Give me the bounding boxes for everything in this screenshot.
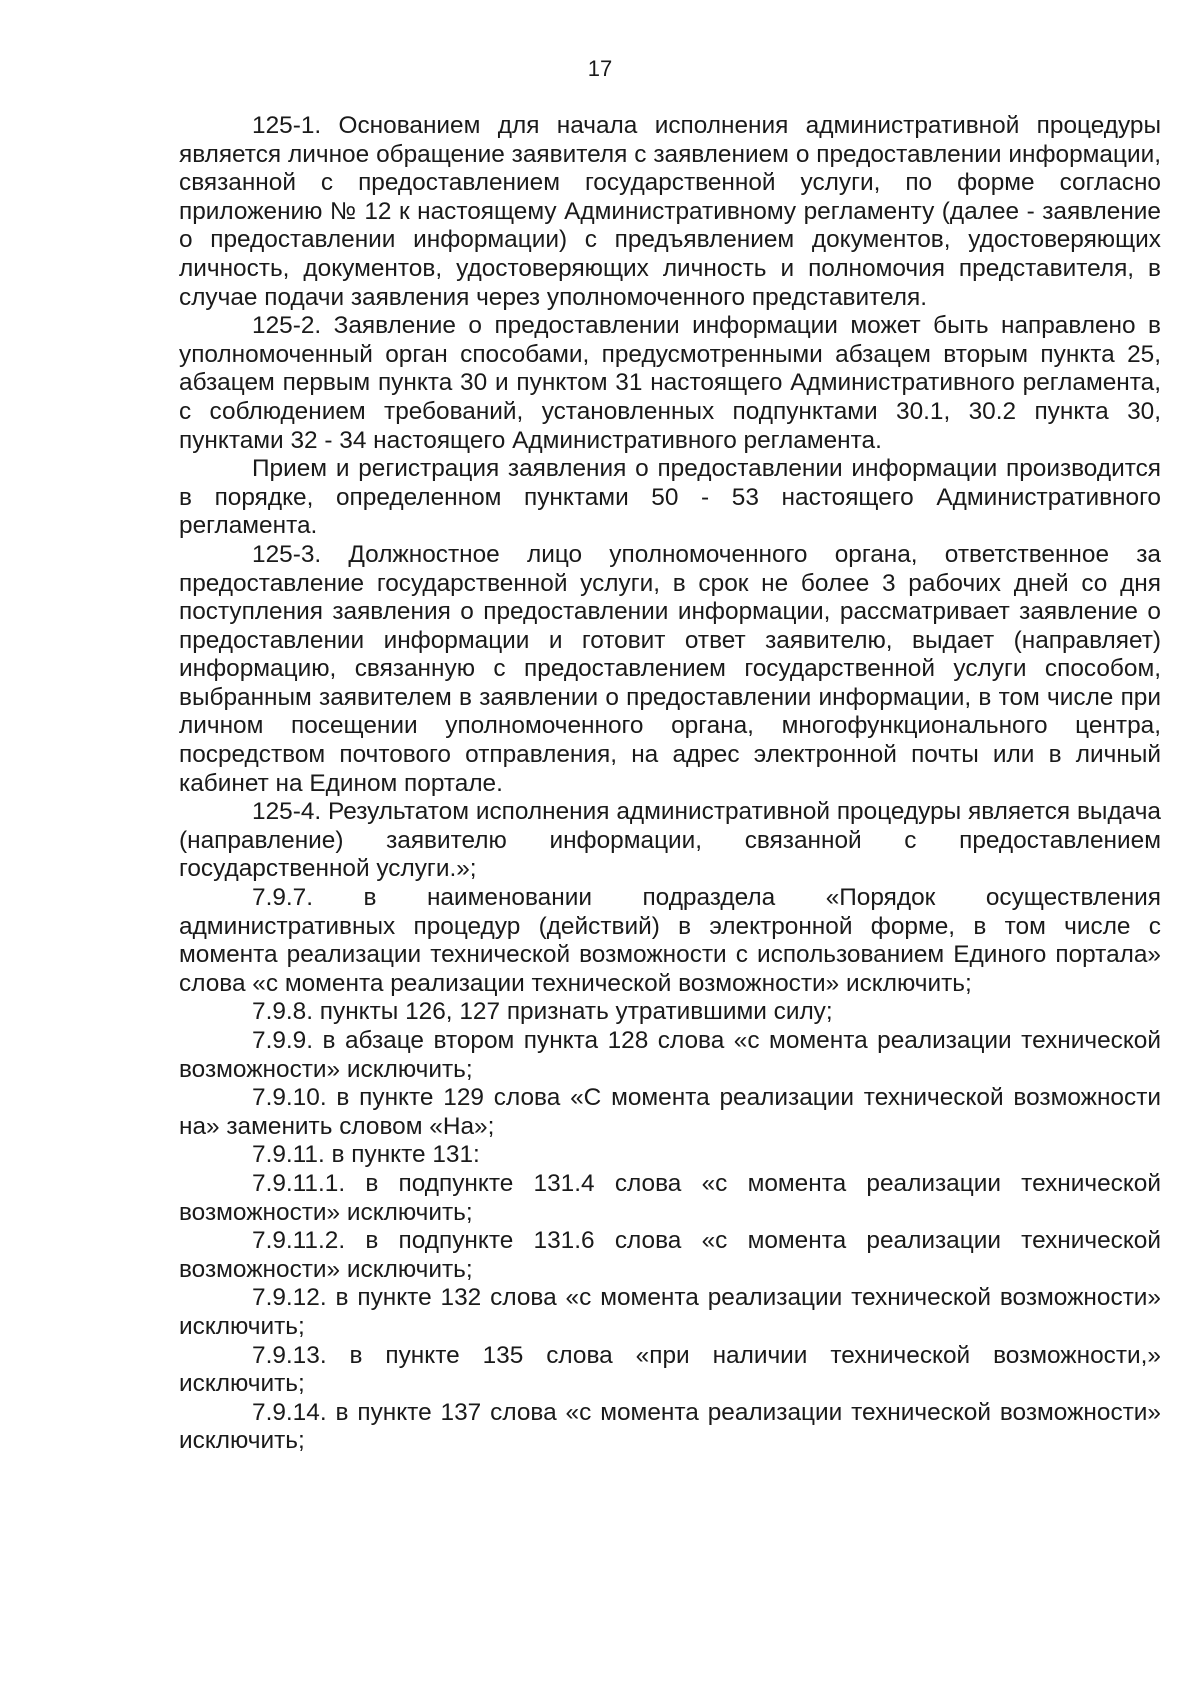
paragraph-7-9-11-2: 7.9.11.2. в подпункте 131.6 слова «с момента реализации технической возможности» исключить; xyxy=(179,1227,1161,1283)
document-body xyxy=(179,112,1161,1456)
paragraph-7-9-9: 7.9.9. в абзаце втором пункта 128 слова «с момента реализации технической возможности» исключить; xyxy=(179,1027,1161,1083)
paragraph-125-3: 125-3. Должностное лицо уполномоченного органа, ответственное за предоставление государственной услуги, в срок не более 3 рабочих дней со дня поступления заявления о предоставлении информации, рассматривает заявление о предоставлении информации и готовит ответ заявителю, выдает (направляет) информацию, связанную с предоставлением государственной услуги способом, выбранным заявителем в заявлении о предоставлении информации, в том числе при личном посещении уполномоченного органа, многофункционального центра, посредством почтового отправления, на адрес электронной почты или в личный кабинет на Едином портале. xyxy=(179,540,1161,797)
paragraph-7-9-8: 7.9.8. пункты 126, 127 признать утратившими силу; xyxy=(252,998,833,1026)
page-number: 17 xyxy=(587,56,613,81)
paragraph-7-9-11: 7.9.11. в пункте 131: xyxy=(252,1141,480,1169)
paragraph-125-1: 125-1. Основанием для начала исполнения административной процедуры является личное обращение заявителя с заявлением о предоставлении информации, связанной с предоставлением государственной услуги, по форме согласно приложению № 12 к настоящему Административному регламенту (далее - заявление о предоставлении информации) с предъявлением документов, удостоверяющих личность, документов, удостоверяющих личность и полномочия представителя, в случае подачи заявления через уполномоченного представителя. xyxy=(179,112,1161,311)
paragraph-7-9-11-1: 7.9.11.1. в подпункте 131.4 слова «с момента реализации технической возможности» исключить; xyxy=(179,1169,1161,1226)
paragraph-7-9-7: 7.9.7. в наименовании подраздела «Порядок осуществления административных процедур (действий) в электронной форме, в том числе с момента реализации технической возможности с использованием Единого портала» слова «с момента реализации технической возможности» исключить; xyxy=(179,884,1161,997)
paragraph-7-9-13: 7.9.13. в пункте 135 слова «при наличии технической возможности,» исключить; xyxy=(179,1341,1161,1398)
paragraph-7-9-14: 7.9.14. в пункте 137 слова «с момента реализации технической возможности» исключить; xyxy=(179,1398,1161,1455)
paragraph-125-2: 125-2. Заявление о предоставлении информации может быть направлено в уполномоченный орган способами, предусмотренными абзацем вторым пункта 25, абзацем первым пункта 30 и пунктом 31 настоящего Административного регламента, с соблюдением требований, установленных подпунктами 30.1, 30.2 пункта 30, пунктами 32 - 34 настоящего Административного регламента. xyxy=(179,312,1161,454)
paragraph-7-9-12: 7.9.12. в пункте 132 слова «с момента реализации технической возможности» исключить; xyxy=(179,1284,1161,1340)
paragraph-reception: Прием и регистрация заявления о предоставлении информации производится в порядке, определенном пунктами 50 - 53 настоящего Административного регламента. xyxy=(179,455,1161,540)
paragraph-7-9-10: 7.9.10. в пункте 129 слова «С момента реализации технической возможности на» заменить словом «На»; xyxy=(179,1084,1161,1140)
paragraph-125-4: 125-4. Результатом исполнения административной процедуры является выдача (направление) заявителю информации, связанной с предоставлением государственной услуги.»; xyxy=(179,798,1161,883)
